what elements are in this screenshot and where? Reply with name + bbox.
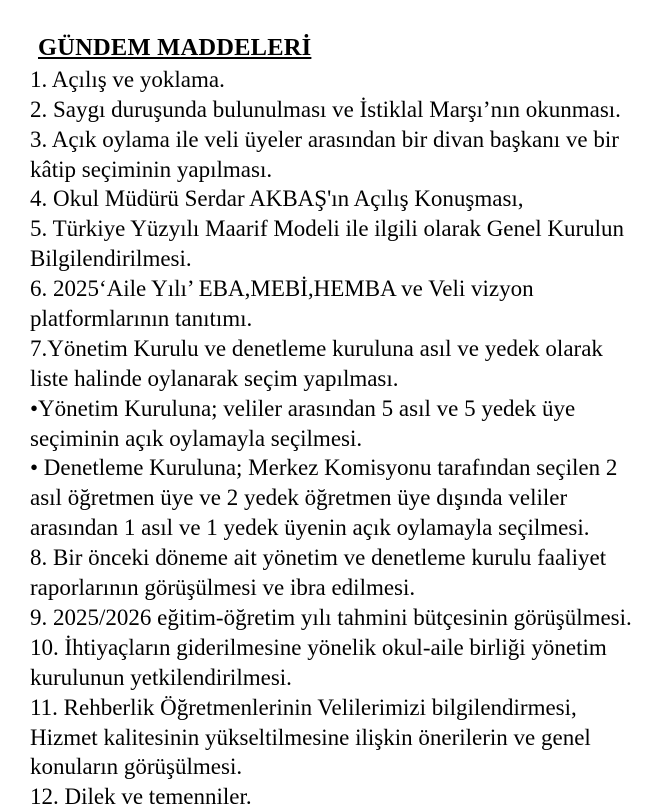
agenda-item: • Denetleme Kuruluna; Merkez Komisyonu tarafından seçilen 2 asıl öğretmen üye ve 2 yedek öğretmen üye dışında veliler arasından 1 asıl ve 1 yedek üyenin açık oylamayla seçilmesi. [30,455,624,541]
agenda-item: 10. İhtiyaçların giderilmesine yönelik okul-aile birliği yönetim kurulunun yetkilendirilmesi. [30,634,613,690]
page-title: GÜNDEM MADDELERİ [38,34,312,61]
agenda-item: 11. Rehberlik Öğretmenlerinin Velilerimizi bilgilendirmesi, Hizmet kalitesinin yükseltilmesine ilişkin önerilerin ve genel konuların görüşülmesi. [30,694,597,780]
agenda-item: 9. 2025/2026 eğitim-öğretim yılı tahmini bütçesinin görüşülmesi. [30,604,632,630]
agenda-item: 1. Açılış ve yoklama. [30,66,225,92]
agenda-item: 3. Açık oylama ile veli üyeler arasından bir divan başkanı ve bir kâtip seçiminin yapılması. [30,126,625,182]
agenda-item: 8. Bir önceki döneme ait yönetim ve denetleme kurulu faaliyet raporlarının görüşülmesi ve ibra edilmesi. [30,545,612,601]
agenda-item: •Yönetim Kuruluna; veliler arasından 5 asıl ve 5 yedek üye seçiminin açık oylamayla seçilmesi. [30,395,581,451]
agenda-item: 2. Saygı duruşunda bulunulması ve İstiklal Marşı’nın okunması. [30,96,621,122]
agenda-item: 4. Okul Müdürü Serdar AKBAŞ'ın Açılış Konuşması, [30,186,524,212]
agenda-item: 12. Dilek ve temenniler. [30,784,252,810]
agenda-item: 5. Türkiye Yüzyılı Maarif Modeli ile ilgili olarak Genel Kurulun Bilgilendirilmesi. [30,216,630,272]
agenda-list [30,65,633,812]
agenda-item: 6. 2025‘Aile Yılı’ EBA,MEBİ,HEMBA ve Veli vizyon platformlarının tanıtımı. [30,276,540,332]
agenda-item: 7.Yönetim Kurulu ve denetleme kuruluna asıl ve yedek olarak liste halinde oylanarak seçim yapılması. [30,335,609,391]
